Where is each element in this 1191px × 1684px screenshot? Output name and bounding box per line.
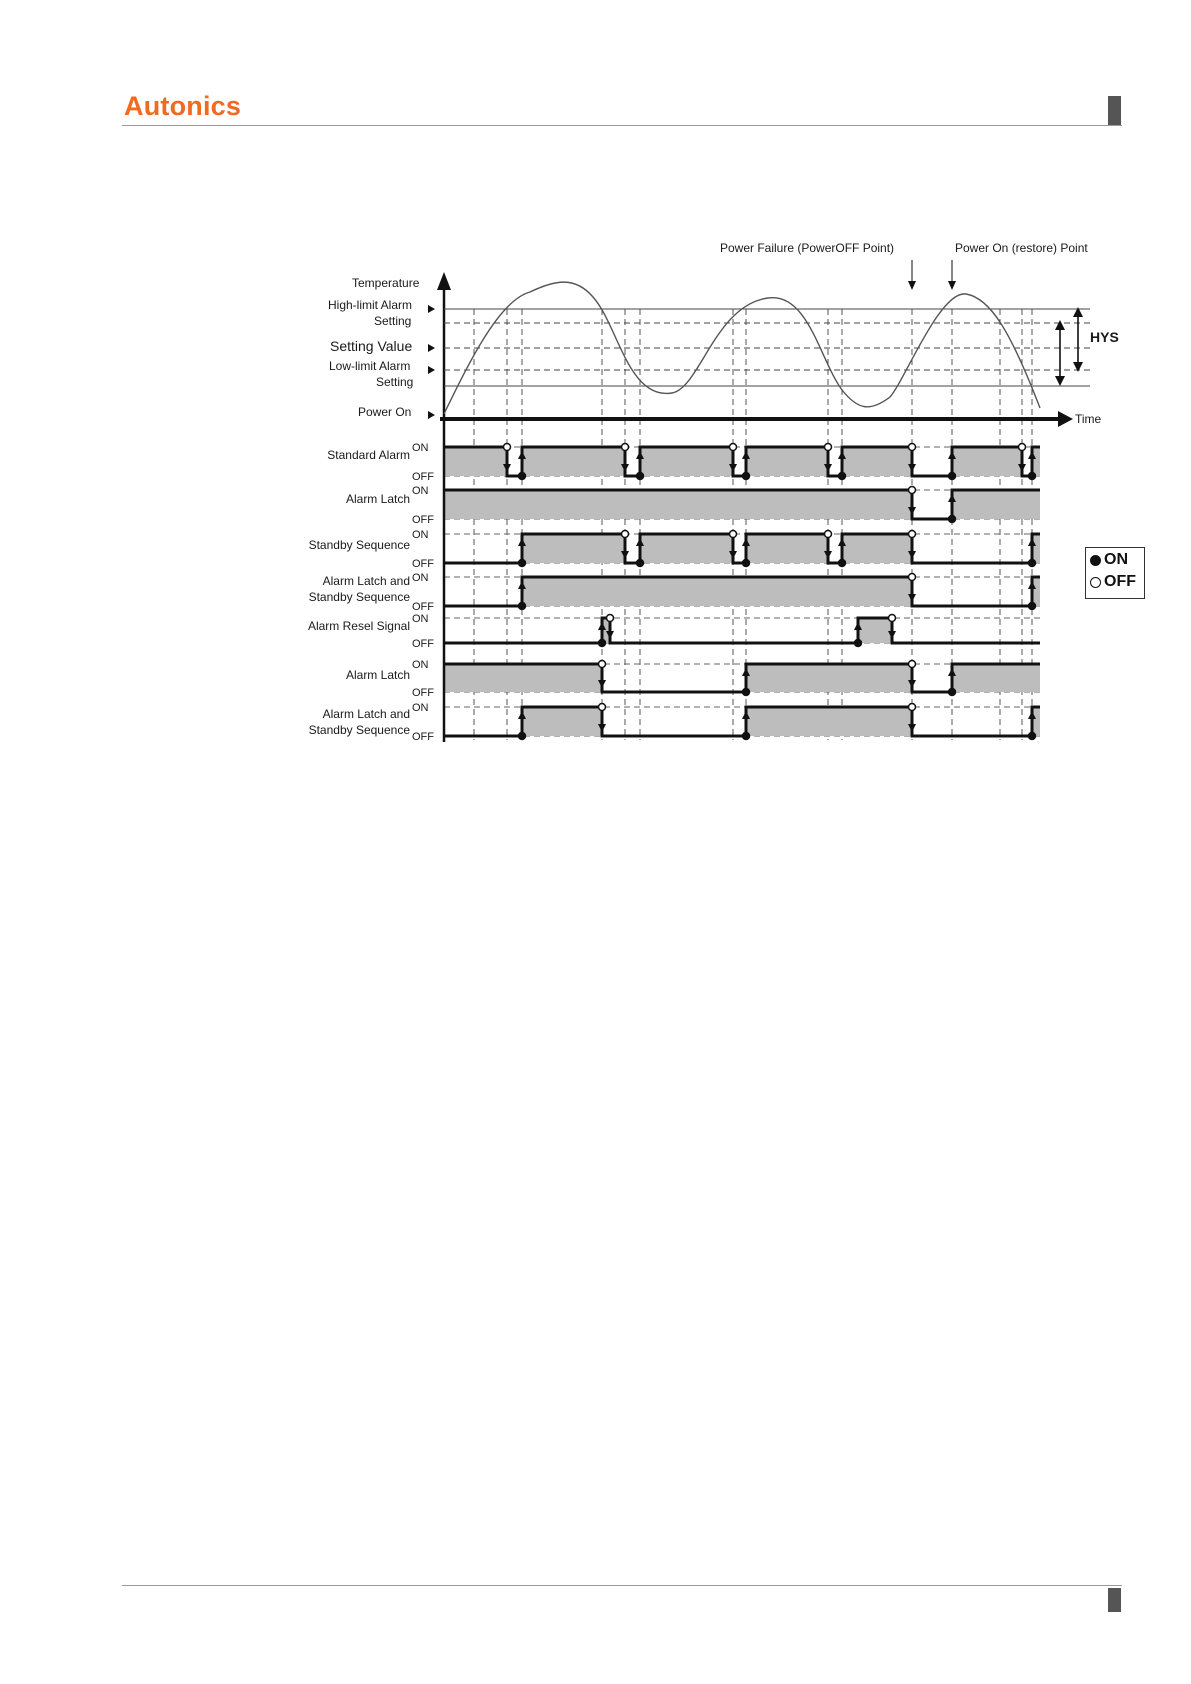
on-shade-0-4 — [640, 447, 733, 476]
row-off-label-5: OFF — [412, 687, 434, 699]
on-dot-3-3 — [1029, 603, 1036, 610]
on-shade-0-10 — [952, 447, 1022, 476]
setting-value-label: Setting Value — [330, 338, 413, 354]
row-off-label-2: OFF — [412, 558, 434, 570]
row-off-label-1: OFF — [412, 514, 434, 526]
on-dot-0-2 — [519, 473, 526, 480]
on-dot-0-4 — [637, 473, 644, 480]
on-shade-2-1 — [522, 534, 625, 563]
on-dot-2-9 — [1029, 560, 1036, 567]
off-dot-4-4 — [889, 615, 896, 622]
power-restore-label: Power On (restore) Point — [955, 241, 1088, 255]
off-dot-0-9 — [909, 444, 916, 451]
on-shade-5-2 — [746, 664, 912, 692]
row-label-6: Alarm Latch and — [322, 707, 410, 721]
filled-dot-icon — [1090, 555, 1101, 566]
row-off-label-4: OFF — [412, 638, 434, 650]
power-failure-label: Power Failure (PowerOFF Point) — [720, 241, 895, 255]
off-dot-0-3 — [622, 444, 629, 451]
on-dot-5-2 — [743, 689, 750, 696]
on-dot-3-1 — [519, 603, 526, 610]
time-axis-arrow — [1058, 411, 1073, 427]
legend-on-label: ON — [1104, 551, 1128, 568]
legend — [1085, 547, 1145, 599]
signal-trace-4 — [444, 618, 1040, 643]
high-limit-label-2: Setting — [374, 314, 412, 328]
on-dot-2-1 — [519, 560, 526, 567]
row-label-5: Alarm Latch — [345, 668, 410, 682]
off-dot-5-3 — [909, 661, 916, 668]
on-dot-2-3 — [637, 560, 644, 567]
row-off-label-3: OFF — [412, 601, 434, 613]
row-labels — [308, 442, 434, 743]
autonics-logo: Autonics — [124, 91, 242, 121]
power-restore-arrow — [948, 281, 956, 290]
off-dot-2-2 — [622, 531, 629, 538]
row-label-2-3: Standby Sequence — [308, 590, 410, 604]
legend-on — [1090, 551, 1128, 569]
on-shade-4-3 — [858, 618, 892, 643]
row-on-label-1: ON — [412, 485, 429, 497]
on-shade-2-3 — [640, 534, 733, 563]
on-dot-0-12 — [1029, 473, 1036, 480]
legend-off — [1090, 573, 1136, 591]
on-dot-0-10 — [949, 473, 956, 480]
power-on-label: Power On — [358, 405, 412, 419]
temperature-label: Temperature — [352, 276, 420, 290]
row-on-label-4: ON — [412, 613, 429, 625]
on-shade-1-2 — [952, 490, 1040, 519]
on-dot-4-1 — [599, 640, 606, 647]
on-shade-6-3 — [746, 707, 912, 736]
on-shade-2-7 — [842, 534, 912, 563]
row-on-label-3: ON — [412, 572, 429, 584]
on-dot-4-3 — [855, 640, 862, 647]
row-label-2-6: Standby Sequence — [308, 723, 410, 737]
on-dot-0-8 — [839, 473, 846, 480]
off-dot-6-4 — [909, 704, 916, 711]
low-limit-label-1: Low-limit Alarm — [329, 359, 411, 373]
off-dot-0-7 — [825, 444, 832, 451]
on-dot-6-1 — [519, 733, 526, 740]
off-dot-3-2 — [909, 574, 916, 581]
off-dot-1-1 — [909, 487, 916, 494]
high-limit-label-1: High-limit Alarm — [328, 298, 413, 312]
on-dot-6-3 — [743, 733, 750, 740]
row-on-label-6: ON — [412, 702, 429, 714]
row-on-label-5: ON — [412, 659, 429, 671]
hys-label: HYS — [1090, 329, 1119, 345]
on-dot-2-7 — [839, 560, 846, 567]
power-on-pointer — [428, 411, 435, 419]
off-dot-2-6 — [825, 531, 832, 538]
off-dot-2-8 — [909, 531, 916, 538]
on-dot-5-4 — [949, 689, 956, 696]
off-dot-0-11 — [1019, 444, 1026, 451]
on-dot-2-5 — [743, 560, 750, 567]
row-label-3: Alarm Latch and — [322, 574, 410, 588]
on-dot-1-2 — [949, 516, 956, 523]
off-dot-6-2 — [599, 704, 606, 711]
off-dot-2-4 — [730, 531, 737, 538]
row-off-label-0: OFF — [412, 471, 434, 483]
time-label: Time — [1075, 412, 1102, 426]
high-limit-pointer — [428, 305, 435, 313]
off-dot-4-2 — [607, 615, 614, 622]
on-dot-6-5 — [1029, 733, 1036, 740]
on-shade-0-8 — [842, 447, 912, 476]
on-shade-6-1 — [522, 707, 602, 736]
row-label-1: Alarm Latch — [345, 492, 410, 506]
row-on-label-0: ON — [412, 442, 429, 454]
row-on-label-2: ON — [412, 529, 429, 541]
low-limit-label-2: Setting — [376, 375, 414, 389]
on-shade-2-5 — [746, 534, 828, 563]
on-shade-3-1 — [522, 577, 912, 606]
off-dot-5-1 — [599, 661, 606, 668]
on-shade-0-0 — [444, 447, 507, 476]
temperature-curve — [444, 282, 1040, 414]
legend-off-label: OFF — [1104, 573, 1136, 590]
hollow-dot-icon — [1090, 577, 1101, 588]
row-label-4: Alarm Resel Signal — [307, 619, 410, 633]
row-off-label-6: OFF — [412, 731, 434, 743]
row-label-2: Standby Sequence — [308, 538, 410, 552]
off-dot-0-1 — [504, 444, 511, 451]
on-shade-0-2 — [522, 447, 625, 476]
on-shade-0-6 — [746, 447, 828, 476]
power-failure-arrow — [908, 281, 916, 290]
row-label-0: Standard Alarm — [327, 448, 410, 462]
on-shade-1-0 — [444, 490, 912, 519]
off-dot-0-5 — [730, 444, 737, 451]
on-dot-0-6 — [743, 473, 750, 480]
on-shade-5-0 — [444, 664, 602, 692]
on-shade-5-4 — [952, 664, 1040, 692]
setting-value-pointer — [428, 344, 435, 352]
low-limit-pointer — [428, 366, 435, 374]
temperature-axis-arrow — [437, 272, 451, 290]
